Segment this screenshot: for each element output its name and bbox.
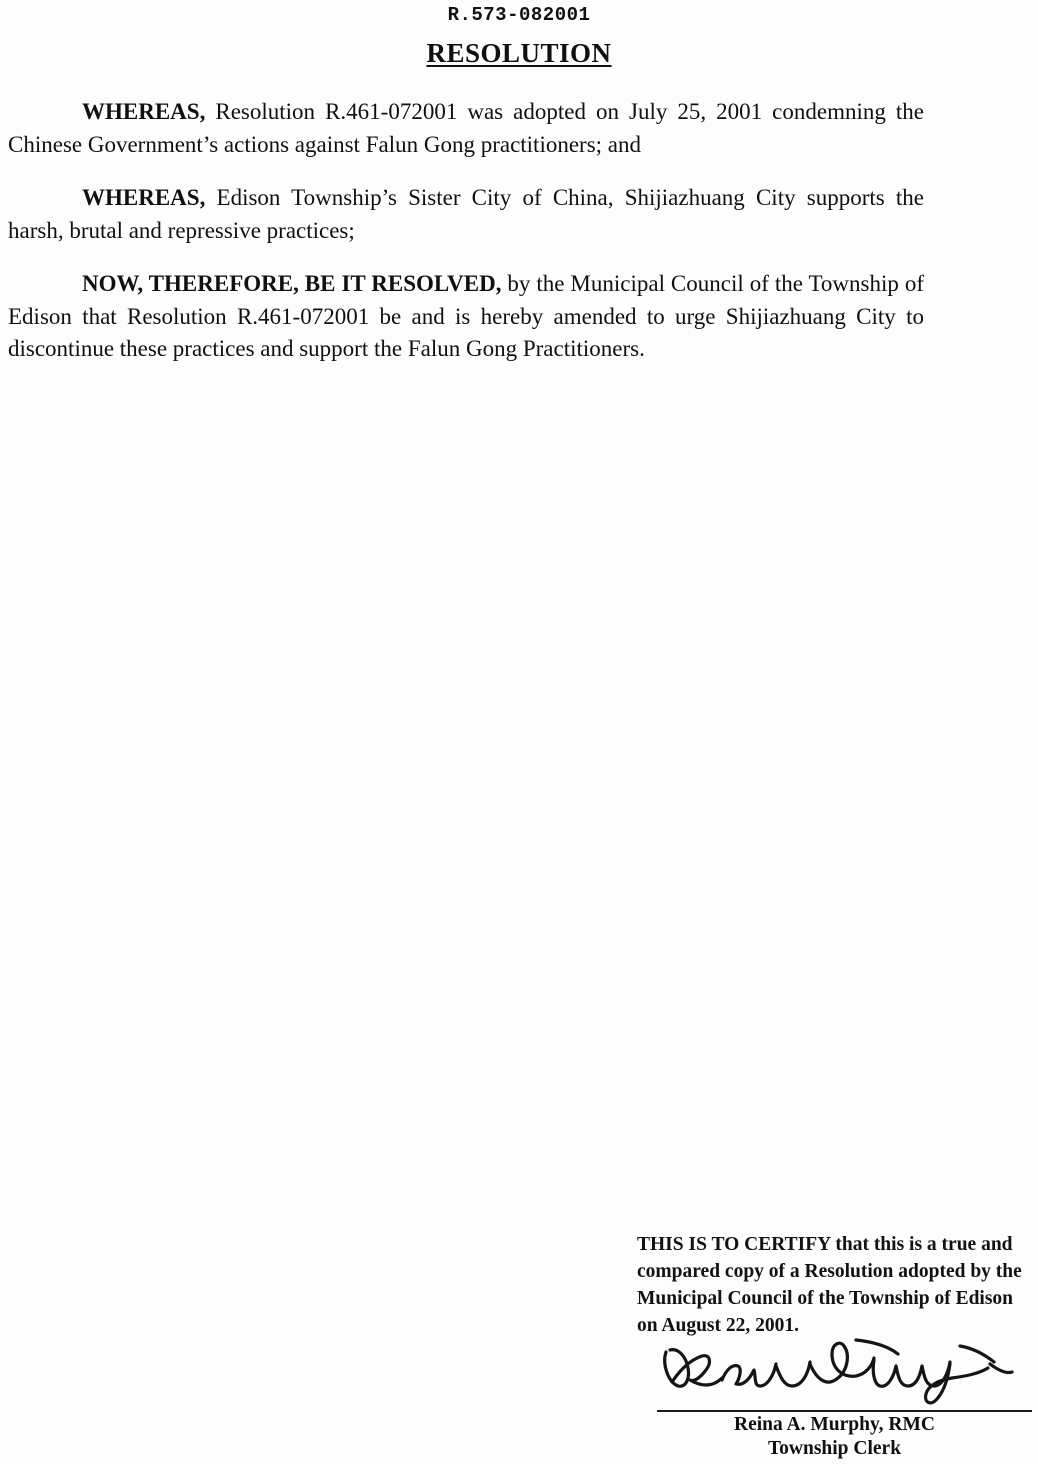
- signature-title: Township Clerk: [767, 1438, 902, 1459]
- signature-rule: [657, 1410, 1032, 1412]
- document-number: R.573-082001: [447, 4, 591, 26]
- paragraph-text: Edison Township’s Sister City of China, Shijiazhuang City supports the harsh, brutal and repressive practices;: [8, 185, 924, 243]
- certification-block: [637, 1232, 1032, 1340]
- page-title: RESOLUTION: [426, 38, 612, 68]
- paragraph-whereas-2: [8, 182, 924, 247]
- certification-line-2: compared copy of a Resolution adopted by the: [637, 1260, 1022, 1282]
- paragraph-text: by the Municipal Council of the Township of Edison that Resolution R.461-072001 be and is hereby amended to urge Shijiazhuang City to discontinue these practices and support the Falun Gong Practitioners.: [8, 271, 924, 362]
- paragraph-lead-in: WHEREAS,: [82, 99, 206, 124]
- paragraph-whereas-1: [8, 96, 924, 161]
- paragraph-lead-in: NOW, THEREFORE, BE IT RESOLVED,: [82, 271, 502, 296]
- certification-line-3: Municipal Council of the Township of Edison: [637, 1287, 1014, 1309]
- certification-line-1: THIS IS TO CERTIFY that this is a true and: [637, 1234, 1013, 1255]
- signature-mark: [660, 1330, 1020, 1410]
- paragraph-text: Resolution R.461-072001 was adopted on July 25, 2001 condemning the Chinese Government’s actions against Falun Gong practitioners; and: [8, 99, 924, 157]
- paragraph-lead-in: WHEREAS,: [82, 185, 206, 210]
- signature-name: Reina A. Murphy, RMC: [734, 1414, 935, 1435]
- certification-line-4: on August 22, 2001.: [637, 1314, 799, 1336]
- paragraph-resolved: [8, 268, 924, 366]
